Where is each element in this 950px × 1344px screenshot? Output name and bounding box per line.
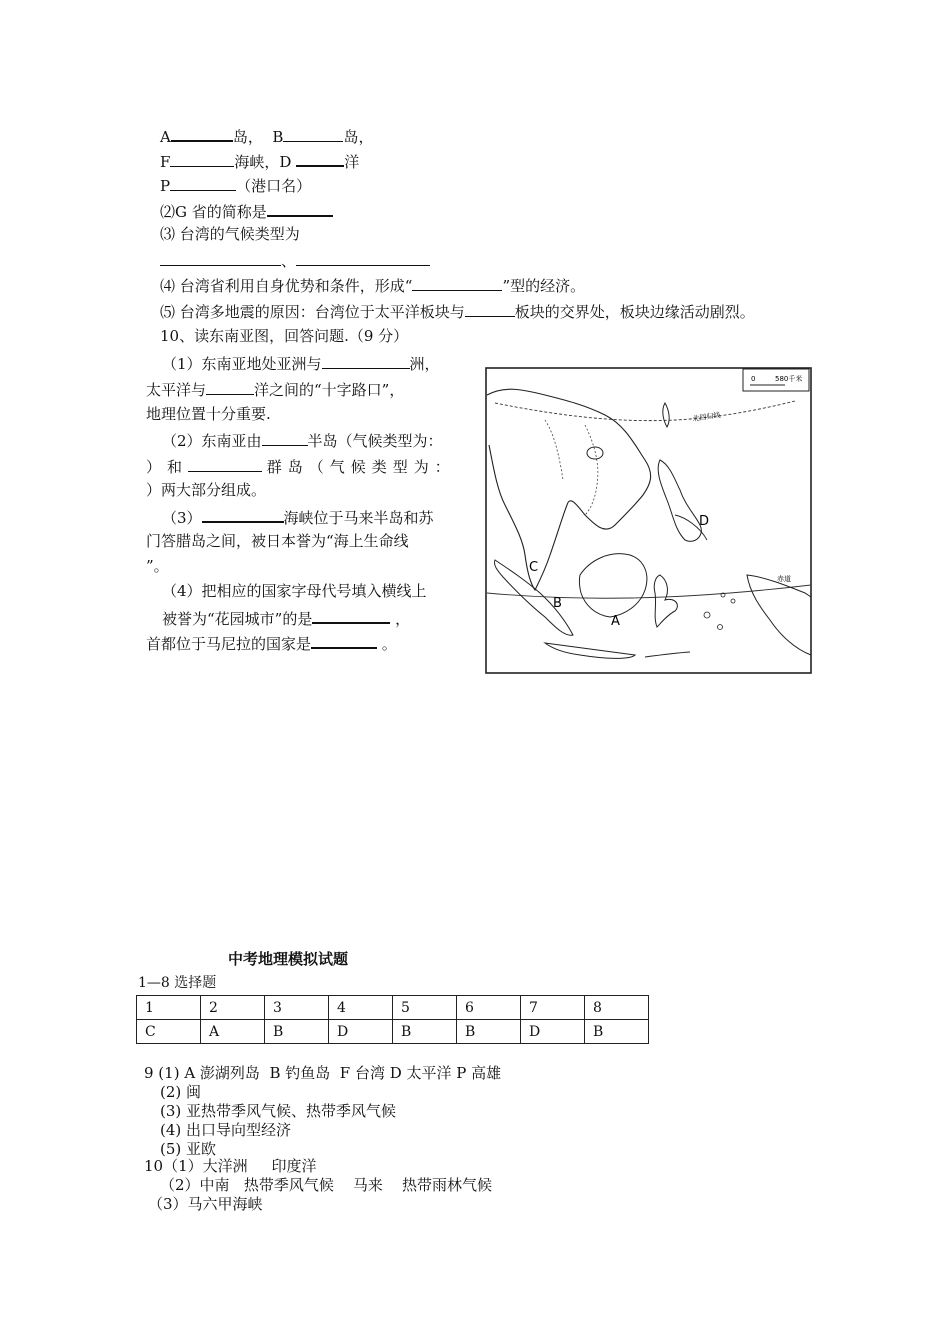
blank-b[interactable]	[283, 125, 343, 142]
text: ⑵G 省的简称是	[160, 203, 267, 221]
q9-q2	[160, 199, 333, 222]
blank-plate[interactable]	[465, 300, 515, 317]
blank-f[interactable]	[170, 150, 234, 167]
text: ，	[395, 610, 411, 628]
text: （2）东南亚由	[162, 432, 262, 450]
answer-9-2: (2) 闽	[160, 1083, 202, 1101]
southeast-asia-map	[485, 365, 813, 675]
q9-line-2	[160, 149, 359, 172]
text: ”型的经济。	[502, 277, 586, 295]
scale-zero: 0	[751, 375, 756, 383]
table-cell: 7	[521, 996, 585, 1020]
blank-peninsula[interactable]	[262, 429, 308, 446]
table-cell: 2	[201, 996, 265, 1020]
q9-q4	[160, 274, 585, 296]
answer-9-3: (3) 亚热带季风气候、热带季风气候	[160, 1102, 397, 1120]
q10-p3a	[162, 505, 434, 528]
q10-p4c	[146, 631, 397, 654]
label-b: B	[272, 128, 284, 146]
blank-a[interactable]	[171, 124, 233, 142]
answer-10-2: （2）中南 热带季风气候 马来 热带雨林气候	[160, 1176, 492, 1194]
map-letter-d: D	[699, 514, 710, 529]
answer-10-3: （3）马六甲海峡	[148, 1195, 263, 1213]
blank-continent[interactable]	[322, 352, 410, 369]
answers-title: 中考地理模拟试题	[228, 950, 349, 968]
q9-line-1	[160, 124, 373, 147]
blank-manila[interactable]	[311, 631, 377, 649]
table-cell: 8	[585, 996, 649, 1020]
text: 被誉为“花园城市”的是	[162, 610, 313, 628]
blank-climate-2[interactable]	[296, 249, 430, 266]
blank-economy[interactable]	[412, 274, 502, 291]
q10-p3b: 门答腊岛之间，被日本誉为“海上生命线	[146, 532, 409, 550]
text: 太平洋与	[146, 381, 207, 399]
table-cell: B	[457, 1020, 521, 1044]
text: （港口名）	[236, 177, 312, 195]
q10-p4b	[162, 606, 410, 629]
q10-p1c: 地理位置十分重要.	[146, 405, 271, 423]
table-cell: 4	[329, 996, 393, 1020]
table-cell: B	[265, 1020, 329, 1044]
table-cell: 5	[393, 996, 457, 1020]
answers-section: 1—8 选择题	[138, 975, 217, 991]
text: ⑸ 台湾多地震的原因：台湾位于太平洋板块与	[160, 303, 465, 321]
answer-9-4: (4) 出口导向型经济	[160, 1121, 292, 1139]
table-row	[137, 996, 649, 1020]
text: 群岛（气候类型为：	[266, 458, 456, 476]
blank-garden-city[interactable]	[312, 606, 390, 624]
table-cell: C	[137, 1020, 201, 1044]
q9-q3-blanks	[160, 249, 430, 271]
answer-9-1: 9 (1) A 澎湖列岛 B 钓鱼岛 F 台湾 D 太平洋 P 高雄	[144, 1064, 502, 1082]
map-letter-c: C	[529, 560, 539, 575]
text: 岛，	[232, 128, 263, 146]
answer-9-5: (5) 亚欧	[160, 1140, 217, 1158]
table-cell: 3	[265, 996, 329, 1020]
text: 洋之间的“十字路口”，	[254, 381, 405, 399]
text: 板块的交界处，板块边缘活动剧烈。	[514, 303, 755, 321]
q10-p3c: ”。	[146, 557, 169, 575]
tropic-label: 北回归线	[692, 411, 722, 423]
q10-p1b	[146, 378, 404, 400]
q10-p4a: （4）把相应的国家字母代号填入横线上	[162, 582, 427, 600]
answer-10-1: 10（1）大洋洲 印度洋	[144, 1157, 317, 1175]
blank-climate-1[interactable]	[160, 249, 281, 266]
q10-p2a	[162, 429, 443, 451]
table-cell: D	[329, 1020, 393, 1044]
table-cell: B	[585, 1020, 649, 1044]
text: ⑶ 台湾的气候类型为	[160, 225, 300, 243]
label-f: F	[160, 153, 171, 171]
q9-line-3	[160, 174, 311, 196]
table-cell: D	[521, 1020, 585, 1044]
label-a: A	[160, 128, 171, 146]
text: 首都位于马尼拉的国家是	[146, 635, 312, 653]
equator-label: 赤道	[777, 575, 791, 583]
blank-archipelago[interactable]	[188, 455, 262, 472]
q10-p1a	[162, 352, 440, 374]
table-cell: A	[201, 1020, 265, 1044]
text: 岛，	[343, 128, 374, 146]
table-cell: 6	[457, 996, 521, 1020]
map-letter-b: B	[553, 596, 562, 611]
text: 、	[281, 252, 297, 270]
text: 海峡，D	[234, 153, 292, 171]
text: ⑷ 台湾省利用自身优势和条件，形成“	[160, 277, 413, 295]
q9-q3	[160, 224, 300, 244]
map-frame	[486, 368, 811, 673]
text: 半岛（气候类型为：	[307, 432, 443, 450]
text: （3）	[162, 509, 202, 527]
table-cell: B	[393, 1020, 457, 1044]
answers-table	[136, 995, 649, 1044]
text: 。	[381, 635, 397, 653]
blank-g[interactable]	[267, 199, 333, 217]
text: ）和	[146, 458, 189, 476]
text: （1）东南亚地处亚洲与	[162, 355, 322, 373]
map-letter-a: A	[611, 614, 620, 629]
table-cell: 1	[137, 996, 201, 1020]
text: 洲，	[409, 355, 440, 373]
label-p: P	[160, 177, 171, 195]
q10-title: 10、读东南亚图，回答问题.（9 分）	[160, 327, 409, 345]
q10-p2c: ）两大部分组成。	[146, 481, 267, 499]
blank-d[interactable]	[296, 149, 344, 167]
blank-strait[interactable]	[202, 505, 284, 523]
table-row	[137, 1020, 649, 1044]
q9-q5	[160, 300, 755, 322]
text: 海峡位于马来半岛和苏	[283, 509, 434, 527]
blank-ocean[interactable]	[206, 378, 254, 395]
text: 洋	[344, 153, 360, 171]
scale-text: 580千米	[775, 375, 803, 383]
blank-p[interactable]	[170, 174, 236, 191]
q10-p2b	[146, 455, 456, 477]
